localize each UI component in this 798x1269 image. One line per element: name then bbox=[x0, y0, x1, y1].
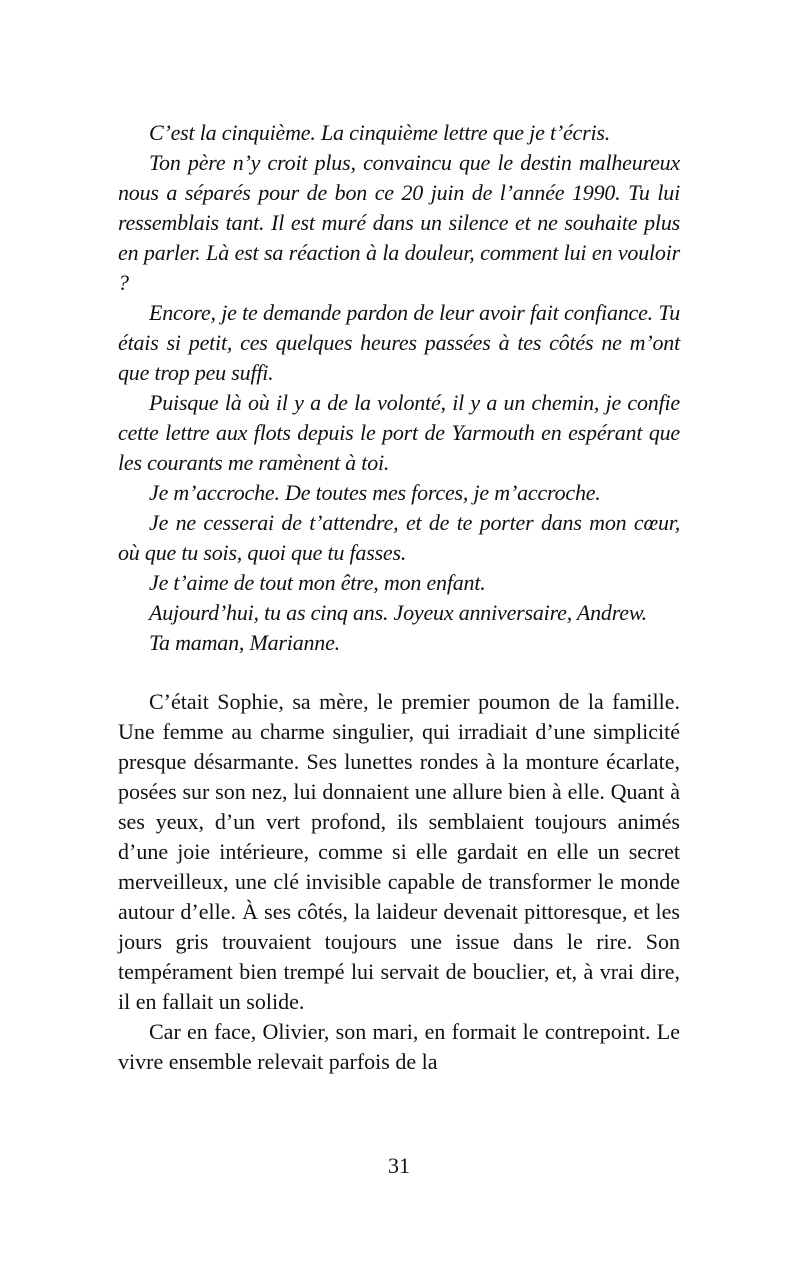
letter-paragraph: Encore, je te demande pardon de leur avoir fait confiance. Tu étais si petit, ces quelques heures passées à tes côtés ne m’ont que trop peu suffi. bbox=[118, 300, 680, 385]
letter-paragraph: Je t’aime de tout mon être, mon enfant. bbox=[149, 570, 486, 595]
body-paragraph: Car en face, Olivier, son mari, en formait le contrepoint. Le vivre ensemble relevait parfois de la bbox=[118, 1019, 680, 1074]
letter-paragraph: Je ne cesserai de t’attendre, et de te porter dans mon cœur, où que tu sois, quoi que tu fasses. bbox=[118, 510, 680, 565]
italic-letter bbox=[118, 118, 680, 658]
body-paragraph: C’était Sophie, sa mère, le premier poumon de la famille. Une femme au charme singulier, qui irradiait d’une simplicité presque désarmante. Ses lunettes rondes à la monture écarlate, posées sur son nez, lui donnaient une allure bien à elle. Quant à ses yeux, d’un vert profond, ils semblaient toujours animés d’une joie intérieure, comme si elle gardait en elle un secret merveilleux, une clé invisible capable de transformer le monde autour d’elle. À ses côtés, la laideur devenait pittoresque, et les jours gris trouvaient toujours une issue dans le rire. Son tempérament bien trempé lui servait de bouclier, et, à vrai dire, il en fallait un solide. bbox=[118, 689, 680, 1014]
letter-paragraph: C’est la cinquième. La cinquième lettre que je t’écris. bbox=[149, 120, 611, 145]
letter-paragraph: Aujourd’hui, tu as cinq ans. Joyeux anniversaire, Andrew. bbox=[149, 600, 647, 625]
letter-paragraph: Ton père n’y croit plus, convaincu que le destin malheureux nous a séparés pour de bon ce 20 juin de l’année 1990. Tu lui ressemblais tant. Il est muré dans un silence et ne souhaite plus en parler. Là est sa réaction à la douleur, comment lui en vouloir ? bbox=[118, 150, 680, 295]
page-number: 31 bbox=[388, 1153, 410, 1178]
narrative-text bbox=[118, 687, 680, 1077]
letter-paragraph: Puisque là où il y a de la volonté, il y a un chemin, je confie cette lettre aux flots depuis le port de Yarmouth en espérant que les courants me ramènent à toi. bbox=[118, 390, 680, 475]
letter-signature: Ta maman, Marianne. bbox=[149, 630, 340, 655]
letter-paragraph: Je m’accroche. De toutes mes forces, je m’accroche. bbox=[149, 480, 601, 505]
